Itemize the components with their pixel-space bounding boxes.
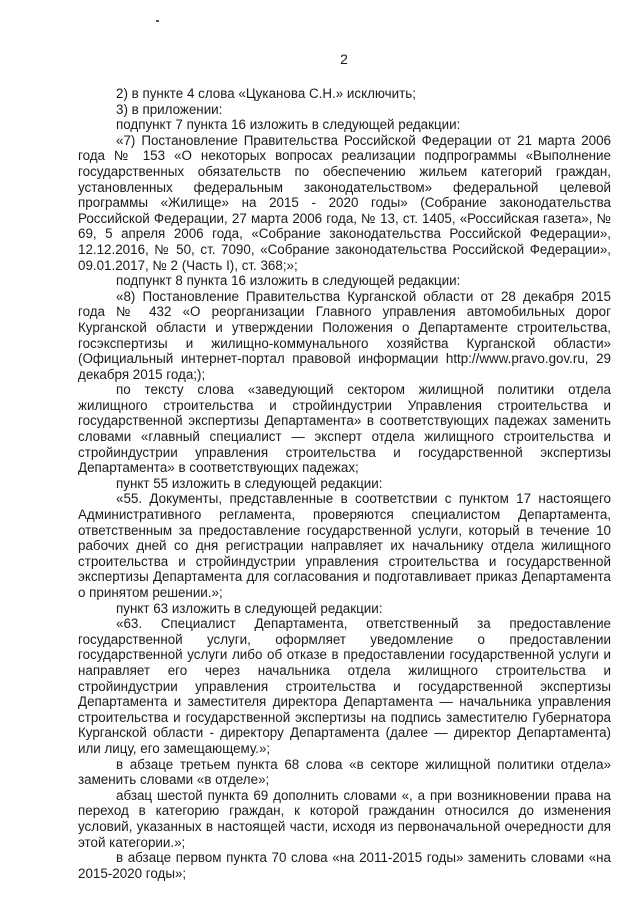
paragraph-subitem-7-intro: подпункт 7 пункта 16 изложить в следующей редакции: [116,117,461,133]
paragraph-item-3: 3) в приложении: [116,101,223,117]
page-number: 2 [340,51,348,67]
document-body [78,86,611,881]
paragraph-point-55-text: «55. Документы, представленные в соответствии с пунктом 17 настоящего Административного регламента, проверяются специалистом Департамента, ответственным за предоставление государственной услуги, который в течение 10 рабочих дней со дня регистрации направляет их начальнику отдела жилищного строительства и стройиндустрии управления строительства и государственной экспертизы Департамента для согласования и подготавливает приказ Департамента о принятом решении.»; [78,491,611,600]
paragraph-point-70: в абзаце первом пункта 70 слова «на 2011-2015 годы» заменить словами «на 2015-2020 годы»; [78,850,611,881]
paragraph-point-63-text: «63. Специалист Департамента, ответственный за предоставление государственной услуги, оформляет уведомление о предоставлении государственной услуги либо об отказе в предоставлении государственной услуги и направляет его через начальника отдела жилищного строительства и стройиндустрии управления строительства и государственной экспертизы Департамента и заместителя директора Департамента — начальника управления строительства и государственной экспертизы на подпись заместителю Губернатора Курганской области - директору Департамента (далее — директор Департамента) или лицу, его замещающему.»; [78,616,611,756]
paragraph-point-68: в абзаце третьем пункта 68 слова «в секторе жилищной политики отдела» заменить словами «в отделе»; [78,756,611,788]
paragraph-item-2: 2) в пункте 4 слова «Цуканова С.Н.» исключить; [116,86,416,101]
paragraph-point-55-intro: пункт 55 изложить в следующей редакции: [116,475,383,491]
paragraph-subitem-7-text: «7) Постановление Правительства Российской Федерации от 21 марта 2006 года № 153 «О некоторых вопросах реализации подпрограммы «Выполнение государственных обязательств по обеспечению жильем категорий граждан, установленных федеральным законодательством» федеральной целевой программы «Жилище» на 2015 - 2020 годы» (Собрание законодательства Российской Федерации, 27 марта 2006 года, № 13, ст. 1405, «Российская газета», № 69, 5 апреля 2006 года, «Собрание законодательства Российской Федерации», 12.12.2016, № 50, ст. 7090, «Собрание законодательства Российской Федерации», 09.01.2017, № 2 (Часть I), ст. 368;»; [78,132,611,273]
paragraph-point-69: абзац шестой пункта 69 дополнить словами «, а при возникновении права на переход в категорию граждан, к которой гражданин относился до изменения условий, указанных в настоящей части, исходя из первоначальной очередности для этой категории.»; [78,787,611,850]
paragraph-point-63-intro: пункт 63 изложить в следующей редакции: [116,600,383,616]
paragraph-replace-words: по тексту слова «заведующий сектором жилищной политики отдела жилищного строительства и стройиндустрии Управления строительства и государственной экспертизы Департамента» в соответствующих падежах заменить словами «главный специалист — эксперт отдела жилищного строительства и стройиндустрии управления строительства и государственной экспертизы Департамента» в соответствующих падежах; [78,382,611,476]
paragraph-subitem-8-text: «8) Постановление Правительства Курганской области от 28 декабря 2015 года № 432 «О реорганизации Главного управления автомобильных дорог Курганской области и утверждении Положения о Департаменте строительства, госэкспертизы и жилищно-коммунального хозяйства Курганской области» (Официальный интернет-портал правовой информации http://www.pravo.gov.ru, 29 декабря 2015 года;); [78,288,611,382]
paragraph-subitem-8-intro: подпункт 8 пункта 16 изложить в следующей редакции: [116,273,461,289]
scan-speck [156,20,159,22]
